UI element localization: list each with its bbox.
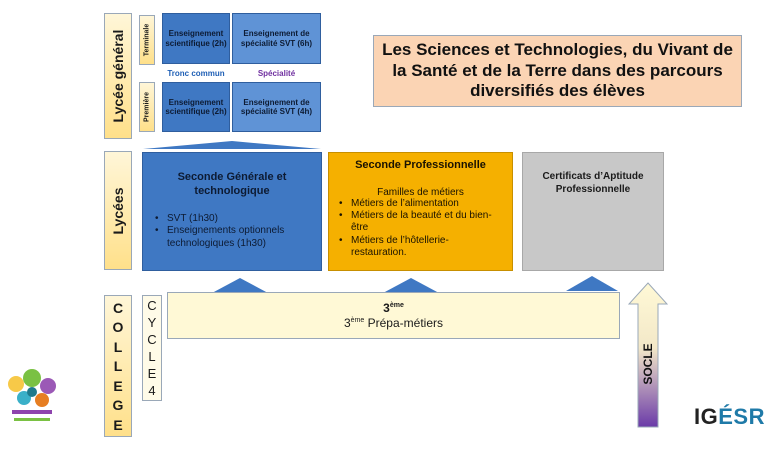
cap-box [522, 152, 664, 271]
premiere-tronc-box: Enseignement scientifique (2h) [162, 82, 230, 132]
specialite-label: Spécialité [257, 69, 296, 78]
arrow-up-to-cap [566, 274, 618, 291]
cycle4-label: C Y C L E 4 [142, 295, 162, 401]
seconde-pro-list [337, 198, 504, 259]
ecole-logo [2, 366, 62, 428]
terminale-tronc-box: Enseignement scientifique (2h) [162, 13, 230, 64]
lycee-general-text: Lycée général [110, 29, 126, 123]
title-box [373, 35, 742, 107]
tronc-commun-label: Tronc commun [167, 69, 225, 78]
college-label: C O L L E G E [104, 295, 132, 437]
seconde-gt-box [142, 152, 322, 271]
socle-arrow [628, 282, 668, 428]
list-item: • Enseignements optionnels technologiques (1h30) [153, 225, 311, 250]
seconde-gt-list [153, 213, 311, 251]
list-item: • Métiers de la beauté et du bien-être [337, 210, 504, 234]
seconde-pro-title: Seconde Professionnelle [355, 159, 486, 171]
list-item: • SVT (1h30) [153, 213, 311, 226]
lycees-label: Lycées [104, 151, 132, 270]
arrow-up-lycee-general [143, 136, 321, 146]
premiere-label: Première [139, 82, 155, 132]
college-bar-line1: 3ème [383, 301, 404, 315]
terminale-label: Terminale [139, 15, 155, 65]
ecole-logo-icon [2, 366, 62, 428]
list-item: • Métiers de l’alimentation [337, 198, 504, 210]
seconde-pro-subtitle: Familles de métiers [377, 187, 464, 198]
title-text: Les Sciences et Technologies, du Vivant de la Santé et de la Terre dans des parcours diversifiés des élèves [382, 40, 733, 101]
arrow-up-to-seconde-pro [383, 276, 439, 293]
seconde-gt-title: Seconde Générale et technologique [177, 171, 287, 197]
list-item: • Métiers de l’hôtellerie-restauration. [337, 235, 504, 259]
seconde-pro-box [328, 152, 513, 271]
socle-text: SOCLE [641, 343, 655, 385]
cap-title: Certificats d’Aptitude Professionnelle [542, 171, 644, 195]
arrow-up-to-seconde-gt [212, 276, 268, 293]
terminale-specialite-box: Enseignement de spécialité SVT (6h) [232, 13, 321, 64]
igesr-logo: IGÉSR [694, 404, 765, 429]
college-bar [167, 292, 620, 339]
college-bar-line2: 3ème Prépa-métiers [343, 316, 443, 330]
triangle-icon [143, 139, 321, 149]
premiere-specialite-box: Enseignement de spécialité SVT (4h) [232, 82, 321, 132]
lycee-general-label [104, 13, 132, 139]
